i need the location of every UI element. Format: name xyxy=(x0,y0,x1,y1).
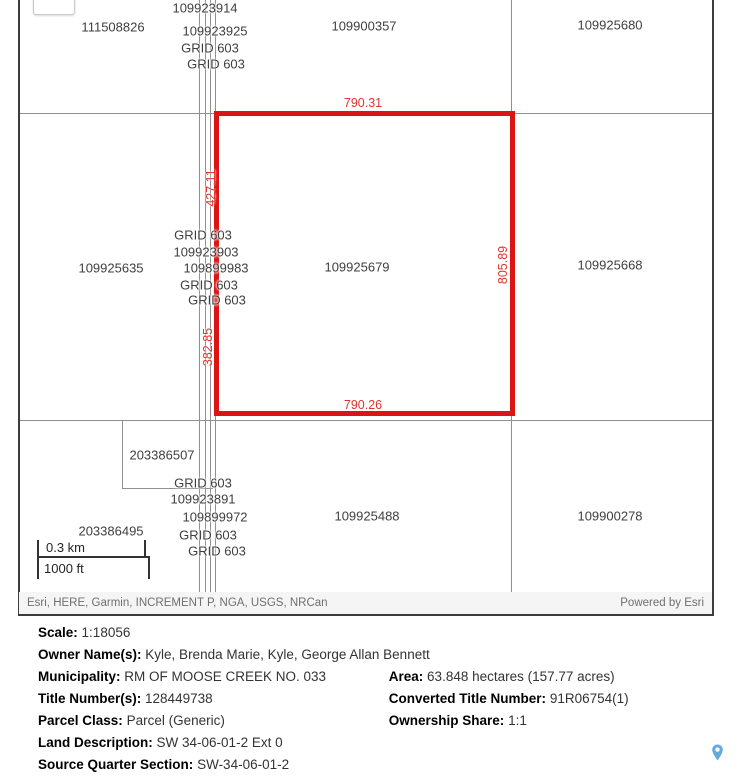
parcel-line xyxy=(20,420,712,421)
quarter-section-value: SW-34-06-01-2 xyxy=(197,757,290,772)
parcel-label: 109899972 xyxy=(182,509,248,525)
title-row xyxy=(0,688,754,710)
area-value: 63.848 hectares (157.77 acres) xyxy=(427,669,615,684)
parcel-label: 203386495 xyxy=(78,523,144,539)
dimension-left-lower: 382.85 xyxy=(201,327,215,367)
scale-bar-km-tick xyxy=(144,540,146,557)
powered-by-esri: Powered by Esri xyxy=(620,597,704,609)
parcel-info-panel xyxy=(0,622,754,776)
location-pin-icon xyxy=(711,744,724,761)
title-number-label: Title Number(s): xyxy=(38,691,142,706)
grid-label: GRID 603 xyxy=(188,292,246,308)
converted-title-label: Converted Title Number: xyxy=(388,691,547,706)
parcel-label: 109925488 xyxy=(334,508,400,524)
dimension-right: 805.89 xyxy=(496,245,510,285)
municipality-value: RM OF MOOSE CREEK NO. 033 xyxy=(124,669,327,684)
parcel-label: 203386507 xyxy=(129,447,195,463)
scale-row xyxy=(0,622,754,644)
grid-label: GRID 603 xyxy=(174,227,232,243)
parcel-label: 109923891 xyxy=(170,491,236,507)
grid-label: GRID 603 xyxy=(181,40,239,56)
attribution-sources: Esri, HERE, Garmin, INCREMENT P, NGA, USGS, NRCan xyxy=(27,597,328,609)
land-description-value: SW 34-06-01-2 Ext 0 xyxy=(156,735,283,750)
parcel-class-value: Parcel (Generic) xyxy=(126,713,225,728)
scale-label: Scale: xyxy=(38,625,78,640)
parcel-label: 109925668 xyxy=(577,257,643,273)
parcel-label: 109923914 xyxy=(172,0,238,16)
owner-row xyxy=(0,644,754,666)
attribution-bar xyxy=(19,592,712,614)
parcel-line xyxy=(122,420,123,488)
area-label: Area: xyxy=(388,669,424,684)
selected-parcel-label: 109925679 xyxy=(324,259,390,275)
ownership-share-label: Ownership Share: xyxy=(388,713,505,728)
class-share-row xyxy=(0,710,754,732)
scale-value: 1:18056 xyxy=(81,625,131,640)
quarter-section-label: Source Quarter Section: xyxy=(38,757,194,772)
title-number-value: 128449738 xyxy=(145,691,213,706)
map-border-right xyxy=(712,0,714,616)
parcel-label: 109925680 xyxy=(577,17,643,33)
dimension-bottom: 790.26 xyxy=(343,398,383,412)
grid-label: GRID 603 xyxy=(174,475,232,491)
grid-label: GRID 603 xyxy=(187,56,245,72)
municipality-label: Municipality: xyxy=(38,669,121,684)
scale-bar-rail xyxy=(37,556,150,558)
quarter-section-row xyxy=(0,754,754,776)
ownership-share-value: 1:1 xyxy=(508,713,527,728)
parcel-label: 111508826 xyxy=(81,19,145,35)
grid-label: GRID 603 xyxy=(179,527,237,543)
dimension-top: 790.31 xyxy=(343,96,383,110)
map-widget-button[interactable] xyxy=(33,0,75,15)
scale-bar-left-tick xyxy=(37,540,39,579)
converted-title-value: 91R06754(1) xyxy=(549,691,629,706)
owner-value: Kyle, Brenda Marie, Kyle, George Allan Bennett xyxy=(145,647,430,662)
scale-km-label: 0.3 km xyxy=(46,540,86,555)
parcel-label: 109899983 xyxy=(183,260,249,276)
land-description-row xyxy=(0,732,754,754)
parcel-label: 109900357 xyxy=(331,18,397,34)
owner-label: Owner Name(s): xyxy=(38,647,142,662)
parcel-label: 109900278 xyxy=(577,508,643,524)
land-description-label: Land Description: xyxy=(38,735,153,750)
parcel-label: 109923903 xyxy=(173,244,239,260)
scale-bar-ft-tick xyxy=(148,557,150,579)
parcel-class-label: Parcel Class: xyxy=(38,713,123,728)
map-border-bottom xyxy=(18,614,714,616)
scale-ft-label: 1000 ft xyxy=(44,561,84,576)
municipality-area-row xyxy=(0,666,754,688)
map-border-left xyxy=(18,0,20,616)
grid-label: GRID 603 xyxy=(188,543,246,559)
dimension-left-upper: 427.11 xyxy=(204,169,218,207)
parcel-label: 109925635 xyxy=(78,260,144,276)
grid-label: GRID 603 xyxy=(180,277,238,293)
parcel-label: 109923925 xyxy=(182,23,248,39)
